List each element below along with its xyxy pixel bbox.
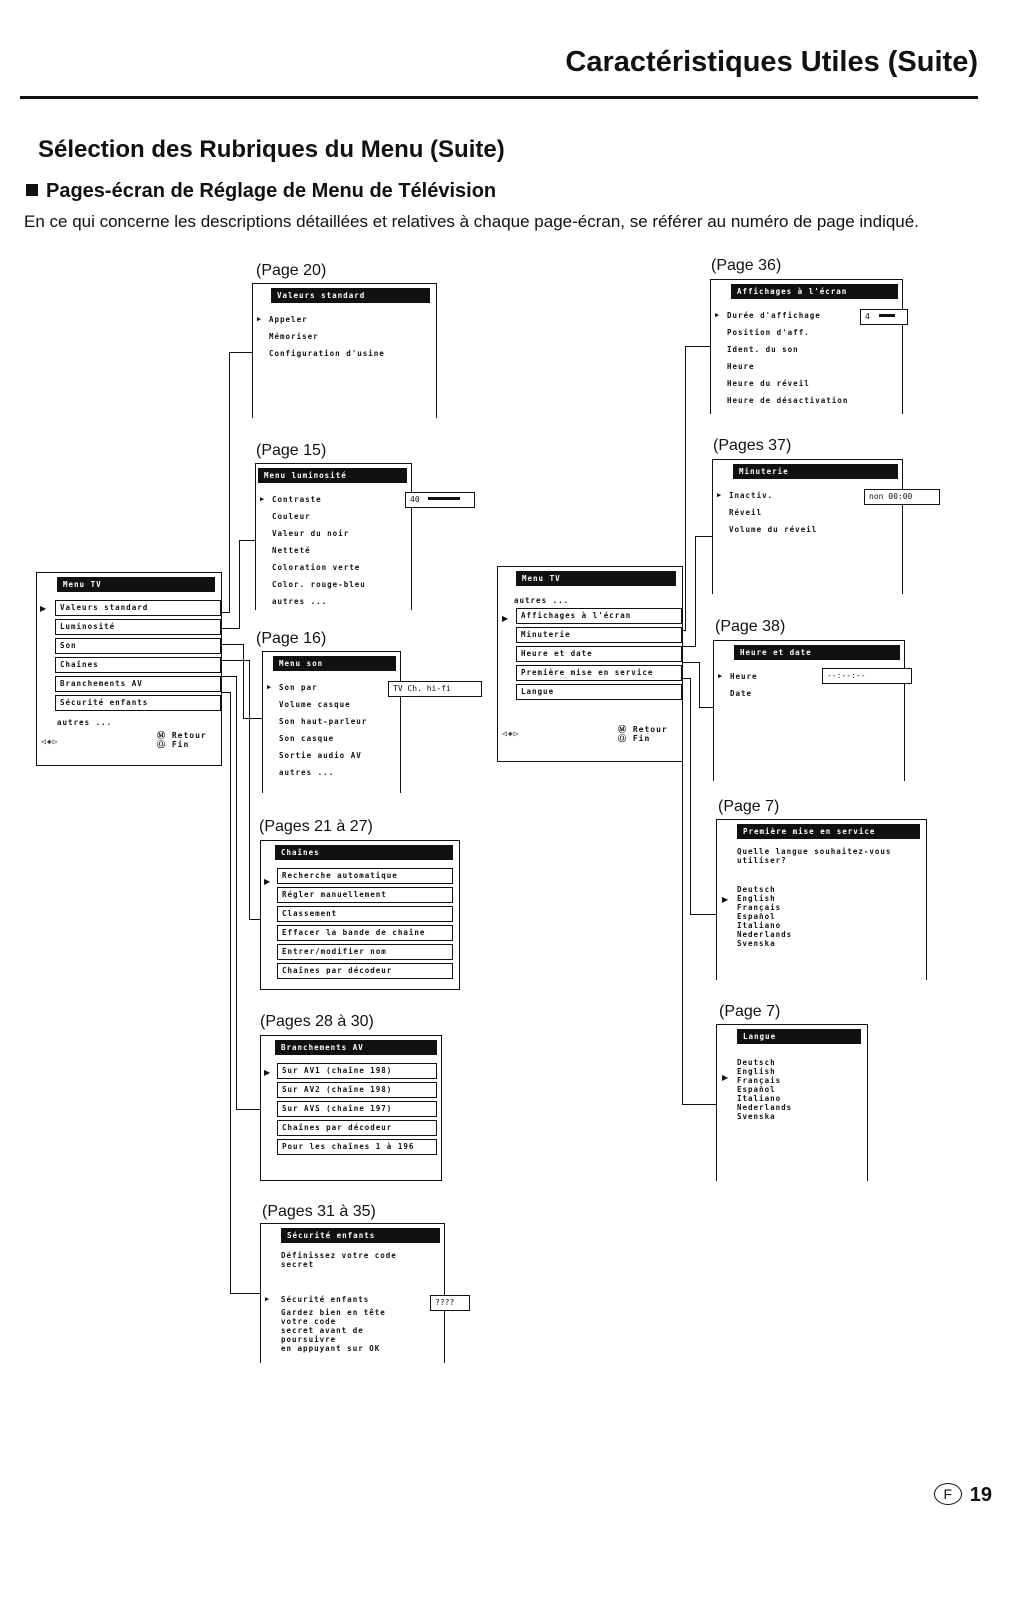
menu-tv-item-branchements-av[interactable]: Branchements AV [55, 676, 221, 692]
option-appeler[interactable]: ▶ Appeler [253, 311, 436, 328]
caption-page-15: (Page 15) [256, 442, 327, 459]
option-effacer-bande[interactable]: Effacer la bande de chaîne [277, 925, 453, 941]
menu-tv-item-son[interactable]: Son [55, 638, 221, 654]
option-date[interactable]: Date [730, 689, 753, 698]
language-question: Quelle langue souhaitez-vous utiliser? [737, 847, 892, 865]
option-position-aff[interactable]: Position d'aff. [727, 328, 810, 337]
language-list [717, 885, 926, 948]
caption-page-36: (Page 36) [711, 257, 782, 274]
lang-option[interactable]: Deutsch [737, 885, 776, 894]
nav-end-label: Fin [632, 734, 651, 743]
lang-option[interactable]: Nederlands [737, 930, 793, 939]
instruction-text-1: Définissez votre code secret [281, 1251, 397, 1269]
option-autres[interactable]: autres ... [279, 768, 335, 777]
option-volume-casque[interactable]: Volume casque [279, 700, 351, 709]
option-entrer-modifier-nom[interactable]: Entrer/modifier nom [277, 944, 453, 960]
option-pour-chaines[interactable]: Pour les chaînes 1 à 196 [277, 1139, 437, 1155]
menu-tv-right-item-autres[interactable]: autres ... [514, 596, 570, 605]
menu-tv-item-langue[interactable]: Langue [516, 684, 682, 700]
screen-title: Chaînes [275, 845, 453, 860]
lang-option[interactable]: Svenska [737, 939, 776, 948]
minuterie-value[interactable]: non 00:00 [864, 489, 940, 505]
caption-pages-31-35: (Pages 31 à 35) [262, 1203, 376, 1220]
caption-pages-37: (Pages 37) [713, 437, 792, 454]
option-sur-av1[interactable]: Sur AV1 (chaîne 198) [277, 1063, 437, 1079]
dpad-icon: ◁◈▷ [41, 737, 59, 746]
option-sur-av2[interactable]: Sur AV2 (chaîne 198) [277, 1082, 437, 1098]
slider-fill [879, 314, 895, 317]
selection-arrow-icon: ▶ [264, 877, 271, 886]
language-f-icon: F [934, 1483, 962, 1505]
screen-title: Affichages à l'écran [731, 284, 898, 299]
contraste-slider[interactable] [405, 492, 475, 508]
option-regler-manuel[interactable]: Régler manuellement [277, 887, 453, 903]
lang-option[interactable]: Nederlands [737, 1103, 793, 1112]
menu-tv-item-valeurs-standard[interactable]: Valeurs standard [55, 600, 221, 616]
lang-option[interactable]: Deutsch [737, 1058, 776, 1067]
lang-option[interactable]: Français [737, 1076, 782, 1085]
button-ok-icon: Ⓞ [618, 734, 627, 743]
lang-option[interactable]: Español [737, 1085, 776, 1094]
option-son-par[interactable]: ▶ Son par [263, 679, 400, 696]
menu-tv-item-chaines[interactable]: Chaînes [55, 657, 221, 673]
option-securite-enfants[interactable]: ▶ Sécurité enfants [261, 1291, 444, 1308]
option-configuration-usine[interactable]: Configuration d'usine [269, 349, 385, 358]
menu-tv-right-title: Menu TV [516, 571, 676, 586]
menu-tv-left-title: Menu TV [57, 577, 215, 592]
nav-return-label: Retour [632, 725, 668, 734]
lang-option[interactable]: Español [737, 912, 776, 921]
subsection-title [26, 180, 496, 203]
selection-arrow-icon: ▶ [722, 1073, 729, 1082]
nav-legend [157, 731, 207, 749]
option-volume-reveil[interactable]: Volume du réveil [729, 525, 818, 534]
option-coloration-verte[interactable]: Coloration verte [272, 563, 361, 572]
section-title: Sélection des Rubriques du Menu (Suite) [38, 136, 505, 163]
header-rule [20, 96, 978, 99]
option-chaines-decodeur[interactable]: Chaînes par décodeur [277, 963, 453, 979]
duree-slider[interactable] [860, 309, 908, 325]
menu-tv-item-luminosite[interactable]: Luminosité [55, 619, 221, 635]
option-son-haut-parleur[interactable]: Son haut-parleur [279, 717, 368, 726]
caption-page-20: (Page 20) [256, 262, 327, 279]
screen-title: Minuterie [733, 464, 898, 479]
code-input[interactable]: ???? [430, 1295, 470, 1311]
option-heure[interactable]: ▶ Heure [714, 668, 904, 685]
screen-title: Sécurité enfants [281, 1228, 440, 1243]
lang-option[interactable]: Italiano [737, 921, 782, 930]
option-recherche-auto[interactable]: Recherche automatique [277, 868, 453, 884]
option-sortie-audio-av[interactable]: Sortie audio AV [279, 751, 362, 760]
option-duree-affichage[interactable]: ▶ Durée d'affichage [711, 307, 902, 324]
lang-option[interactable]: Italiano [737, 1094, 782, 1103]
son-par-value[interactable]: TV Ch. hi-fi [388, 681, 482, 697]
screen-chaines [260, 840, 460, 990]
screen-minuterie [712, 459, 903, 594]
heure-input[interactable]: --:--:-- [822, 668, 912, 684]
button-m-icon: Ⓜ [157, 731, 166, 740]
option-heure-desactivation[interactable]: Heure de désactivation [727, 396, 849, 405]
menu-tv-item-premiere-mise[interactable]: Première mise en service [516, 665, 682, 681]
selection-arrow-icon: ▶ [264, 1068, 271, 1077]
screen-menu-son [262, 651, 401, 793]
lang-option[interactable]: Français [737, 903, 782, 912]
screen-title: Branchements AV [275, 1040, 437, 1055]
menu-tv-item-minuterie[interactable]: Minuterie [516, 627, 682, 643]
screen-premiere-mise [716, 819, 927, 980]
caption-page-38: (Page 38) [715, 618, 786, 635]
option-inactiv[interactable]: ▶ Inactiv. [713, 487, 902, 504]
selection-arrow-icon: ▶ [722, 895, 729, 904]
screen-securite-enfants [260, 1223, 445, 1363]
option-couleur[interactable]: Couleur [272, 512, 311, 521]
lang-option[interactable]: English [737, 1067, 776, 1076]
screen-title: Menu luminosité [258, 468, 407, 483]
lang-option[interactable]: Svenska [737, 1112, 776, 1121]
subsection-text: Pages-écran de Réglage de Menu de Télévision [46, 180, 497, 202]
screen-menu-luminosite [255, 463, 412, 610]
option-chaines-decodeur[interactable]: Chaînes par décodeur [277, 1120, 437, 1136]
screen-title: Première mise en service [737, 824, 920, 839]
option-heure[interactable]: Heure [727, 362, 755, 371]
screen-valeurs-standard [252, 283, 437, 418]
nav-end-label: Fin [171, 740, 190, 749]
option-autres[interactable]: autres ... [272, 597, 328, 606]
screen-langue [716, 1024, 868, 1181]
screen-title: Menu son [273, 656, 396, 671]
menu-tv-item-heure-date[interactable]: Heure et date [516, 646, 682, 662]
nav-legend [618, 725, 668, 743]
square-bullet-icon [26, 184, 38, 196]
caption-page-7-first: (Page 7) [718, 798, 780, 815]
dpad-icon: ◁◈▷ [502, 729, 520, 738]
intro-paragraph: En ce qui concerne les descriptions détaillées et relatives à chaque page-écran, se référer au numéro de page indiqué. [24, 212, 919, 231]
caption-pages-21-27: (Pages 21 à 27) [259, 818, 373, 835]
menu-tv-item-affichages[interactable]: Affichages à l'écran [516, 608, 682, 624]
screen-title: Valeurs standard [271, 288, 430, 303]
option-nettete[interactable]: Netteté [272, 546, 311, 555]
page-header-title: Caractéristiques Utiles (Suite) [565, 46, 978, 78]
option-contraste[interactable]: ▶ Contraste [256, 491, 411, 508]
option-heure-reveil[interactable]: Heure du réveil [727, 379, 810, 388]
page-number-text: 19 [969, 1484, 992, 1506]
option-classement[interactable]: Classement [277, 906, 453, 922]
instruction-text-2: Gardez bien en tête votre code secret avant de poursuivre en appuyant sur OK [281, 1308, 386, 1353]
menu-tv-left [36, 572, 222, 766]
selection-arrow-icon: ▶ [502, 614, 509, 623]
slider-fill [428, 497, 460, 500]
screen-affichages-ecran [710, 279, 903, 414]
screen-heure-date [713, 640, 905, 781]
option-memoriser[interactable]: Mémoriser [269, 332, 319, 341]
caption-page-16: (Page 16) [256, 630, 327, 647]
menu-tv-right [497, 566, 683, 762]
option-color-rouge-bleu[interactable]: Color. rouge-bleu [272, 580, 366, 589]
button-ok-icon: Ⓞ [157, 740, 166, 749]
option-reveil[interactable]: Réveil [729, 508, 763, 517]
option-sur-avs[interactable]: Sur AVS (chaîne 197) [277, 1101, 437, 1117]
option-ident-son[interactable]: Ident. du son [727, 345, 799, 354]
lang-option[interactable]: English [737, 894, 776, 903]
menu-tv-item-autres[interactable]: autres ... [57, 718, 113, 727]
page-number [934, 1483, 992, 1507]
menu-tv-item-securite-enfants[interactable]: Sécurité enfants [55, 695, 221, 711]
caption-pages-28-30: (Pages 28 à 30) [260, 1013, 374, 1030]
nav-return-label: Retour [171, 731, 207, 740]
language-list [717, 1058, 867, 1121]
caption-page-7-langue: (Page 7) [719, 1003, 781, 1020]
option-son-casque[interactable]: Son casque [279, 734, 335, 743]
screen-branchements-av [260, 1035, 442, 1181]
option-valeur-noir[interactable]: Valeur du noir [272, 529, 350, 538]
slider-value: 40 [410, 495, 420, 504]
screen-title: Langue [737, 1029, 861, 1044]
button-m-icon: Ⓜ [618, 725, 627, 734]
selection-arrow-icon: ▶ [40, 604, 47, 613]
slider-value: 4 [865, 312, 870, 321]
screen-title: Heure et date [734, 645, 900, 660]
